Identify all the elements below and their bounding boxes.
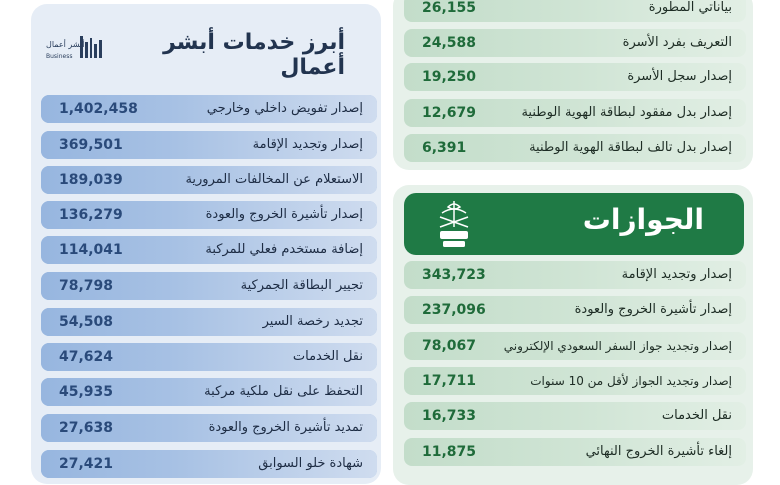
jawazat-row-label: إصدار وتجديد جواز السفر السعودي الإلكتروني <box>503 339 732 353</box>
absher-row-label: إصدار تأشيرة الخروج والعودة <box>205 207 363 222</box>
civil-row-value: 24,588 <box>422 35 477 51</box>
absher-row <box>41 450 377 478</box>
absher-row-value: 27,421 <box>59 456 114 472</box>
jawazat-row-value: 17,711 <box>422 373 477 389</box>
absher-row <box>41 166 377 194</box>
jawazat-row <box>404 261 746 289</box>
absher-row <box>41 131 377 159</box>
jawazat-row-label: إصدار تأشيرة الخروج والعودة <box>574 302 732 317</box>
civil-row-value: 6,391 <box>422 140 467 156</box>
civil-row <box>404 29 746 57</box>
jawazat-row-value: 78,067 <box>422 338 477 354</box>
absher-row-value: 47,624 <box>59 349 114 365</box>
absher-row-value: 114,041 <box>59 242 123 258</box>
jawazat-row-value: 343,723 <box>422 267 486 283</box>
absher-row-label: الاستعلام عن المخالفات المرورية <box>185 172 363 187</box>
absher-row <box>41 272 377 300</box>
jawazat-row <box>404 332 746 360</box>
absher-row-label: تمديد تأشيرة الخروج والعودة <box>208 420 363 435</box>
absher-row-label: شهادة خلو السوابق <box>258 456 363 471</box>
saudi-emblem-icon <box>434 197 474 251</box>
civil-row <box>404 99 746 127</box>
civil-row-value: 26,155 <box>422 0 477 16</box>
civil-row-label: إصدار بدل مفقود لبطاقة الهوية الوطنية <box>521 105 732 120</box>
absher-logo-text: أبشر أعمال <box>46 40 85 49</box>
jawazat-row-value: 16,733 <box>422 408 477 424</box>
absher-row <box>41 95 377 123</box>
absher-logo-sub: Business <box>46 53 73 60</box>
absher-row <box>41 343 377 371</box>
absher-row-value: 136,279 <box>59 207 123 223</box>
jawazat-row-value: 11,875 <box>422 444 477 460</box>
absher-row-label: إصدار تفويض داخلي وخارجي <box>206 101 363 116</box>
absher-row-value: 1,402,458 <box>59 101 138 117</box>
jawazat-row <box>404 367 746 395</box>
absher-row-label: التحفظ على نقل ملكية مركبة <box>204 384 363 399</box>
civil-row-value: 19,250 <box>422 69 477 85</box>
jawazat-row-label: إصدار وتجديد الإقامة <box>621 267 732 282</box>
civil-row-label: إصدار سجل الأسرة <box>627 69 732 84</box>
jawazat-row <box>404 402 746 430</box>
civil-row-label: التعريف بفرد الأسرة <box>622 35 732 50</box>
civil-row-value: 12,679 <box>422 105 477 121</box>
jawazat-header <box>404 193 744 255</box>
jawazat-row-value: 237,096 <box>422 302 486 318</box>
jawazat-row <box>404 296 746 324</box>
civil-row <box>404 63 746 91</box>
jawazat-row <box>404 438 746 466</box>
absher-row <box>41 414 377 442</box>
absher-row <box>41 201 377 229</box>
absher-row <box>41 378 377 406</box>
absher-row-value: 78,798 <box>59 278 114 294</box>
jawazat-title: الجوازات <box>582 203 704 236</box>
absher-row <box>41 236 377 264</box>
jawazat-row-label: إلغاء تأشيرة الخروج النهائي <box>585 444 732 459</box>
absher-row <box>41 308 377 336</box>
civil-row <box>404 134 746 162</box>
absher-row-label: تجديد رخصة السير <box>262 314 363 329</box>
absher-row-value: 27,638 <box>59 420 114 436</box>
absher-row-value: 369,501 <box>59 137 123 153</box>
absher-business-title: أبرز خدمات أبشر أعمال <box>163 30 345 80</box>
jawazat-row-label: إصدار وتجديد الجواز لأقل من 10 سنوات <box>530 374 732 388</box>
absher-row-label: إصدار وتجديد الإقامة <box>252 137 363 152</box>
absher-row-label: نقل الخدمات <box>292 349 363 364</box>
jawazat-row-label: نقل الخدمات <box>661 408 732 423</box>
absher-row-label: إضافة مستخدم فعلي للمركبة <box>205 242 363 257</box>
civil-row-label: بياناتي المطورة <box>648 0 732 15</box>
absher-row-value: 189,039 <box>59 172 123 188</box>
absher-row-value: 54,508 <box>59 314 114 330</box>
absher-row-value: 45,935 <box>59 384 114 400</box>
civil-row-label: إصدار بدل تالف لبطاقة الهوية الوطنية <box>529 140 732 155</box>
civil-row <box>404 0 746 22</box>
absher-business-logo <box>46 36 102 68</box>
absher-row-label: تجيير البطاقة الجمركية <box>240 278 363 293</box>
